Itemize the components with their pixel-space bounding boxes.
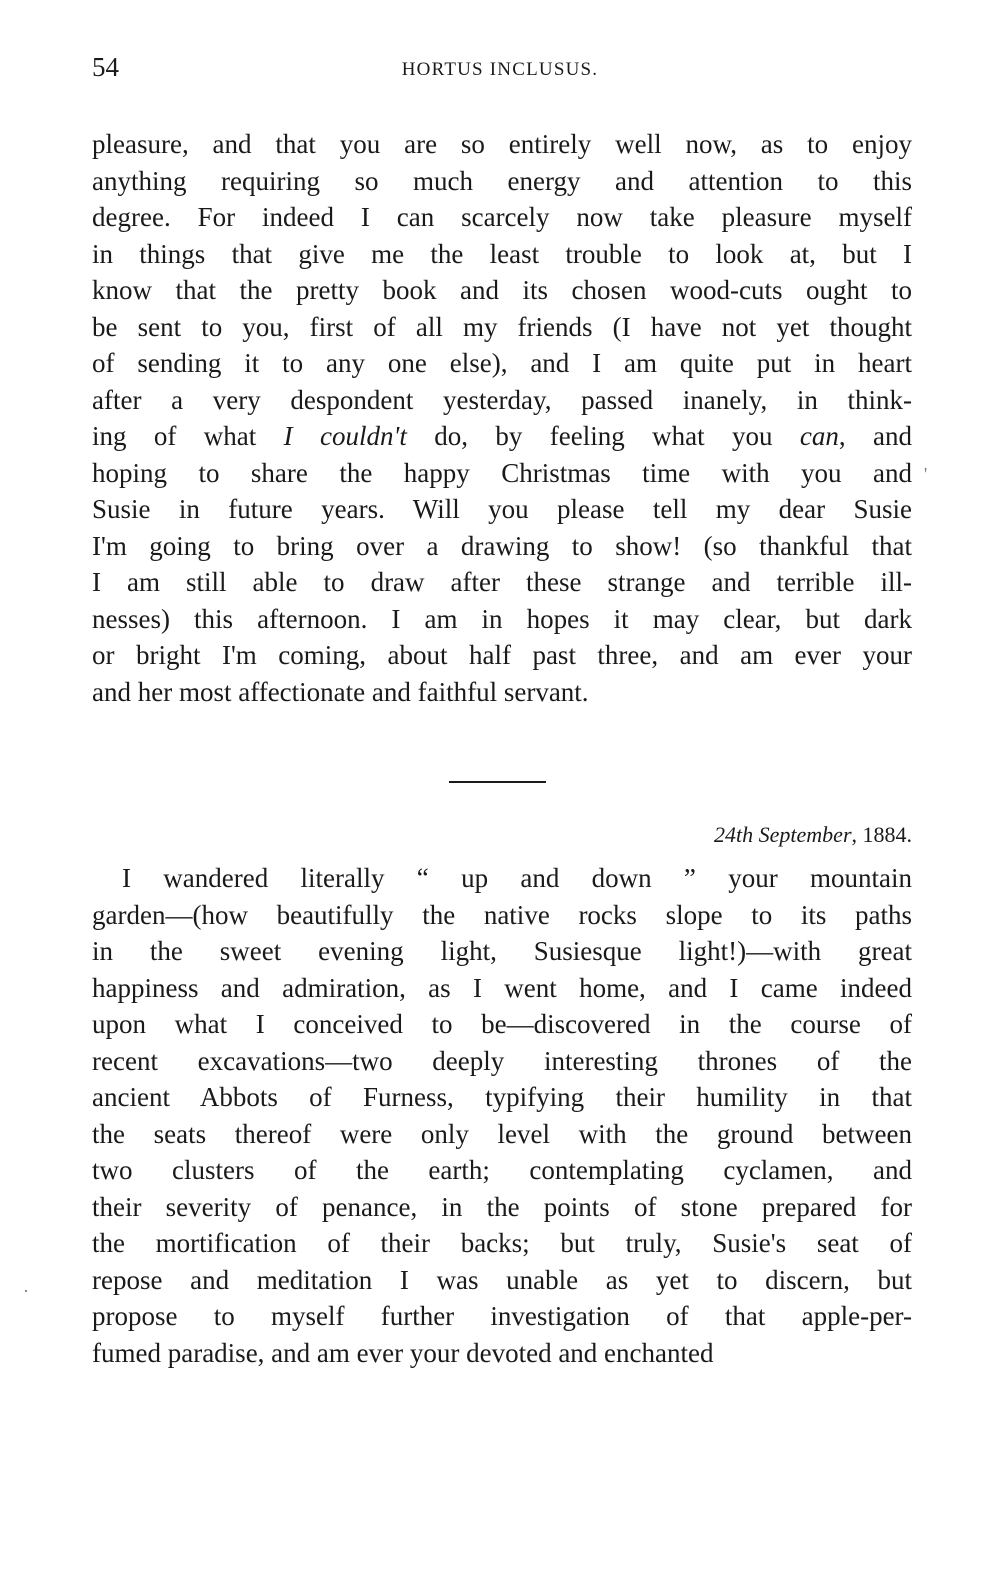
date-year: , 1884.	[851, 822, 912, 847]
text-line: their severity of penance, in the points of stone prepared for	[92, 1191, 912, 1222]
text-line: anything requiring so much energy and attention to this	[92, 165, 912, 196]
section-divider	[449, 781, 546, 783]
italic-text: can	[799, 421, 839, 451]
text-line: Susie in future years. Will you please tell my dear Susie	[92, 494, 912, 524]
text-line: happiness and admiration, as I went home, and I came indeed	[92, 972, 912, 1003]
text-line: recent excavations—two deeply interesting thrones of the	[92, 1045, 912, 1076]
text-line: of sending it to any one else), and I am quite put in heart	[92, 348, 912, 378]
text-line: I'm going to bring over a drawing to show! (so thankful that	[92, 530, 912, 561]
date-day: 24th September	[714, 822, 852, 847]
text-line: upon what I conceived to be—discovered in the course of	[92, 1009, 912, 1039]
text-line: degree. For indeed I can scarcely now take pleasure myself	[92, 202, 912, 232]
text-line: propose to myself further investigation of that apple-per-	[92, 1301, 912, 1331]
letter-date	[714, 820, 912, 850]
page-number: 54	[92, 52, 119, 82]
text-line: pleasure, and that you are so entirely well now, as to enjoy	[92, 129, 912, 159]
text-segment: do, by feeling what you	[406, 421, 800, 451]
text-line: after a very despondent yesterday, passed inanely, in think-	[92, 384, 912, 415]
running-title: HORTUS INCLUSUS.	[401, 59, 599, 80]
letter-one-paragraph	[92, 126, 912, 710]
margin-mark: '	[924, 464, 928, 484]
text-line: the mortification of their backs; but truly, Susie's seat of	[92, 1228, 912, 1258]
letter-two-paragraph	[92, 860, 912, 1371]
text-line: in things that give me the least trouble to look at, but I	[92, 238, 912, 269]
text-line: be sent to you, first of all my friends (I have not yet thought	[92, 311, 912, 342]
text-line: repose and meditation I was unable as yet to discern, but	[92, 1264, 912, 1295]
text-line: the seats thereof were only level with the ground between	[92, 1118, 912, 1149]
text-line-with-italics	[92, 418, 912, 455]
scan-speck	[25, 1290, 27, 1292]
text-line: and her most affectionate and faithful servant.	[92, 676, 589, 707]
text-line: ancient Abbots of Furness, typifying their humility in that	[92, 1082, 912, 1112]
text-line: two clusters of the earth; contemplating cyclamen, and	[92, 1155, 912, 1185]
text-line: I am still able to draw after these strange and terrible ill-	[92, 567, 912, 597]
text-line: or bright I'm coming, about half past three, and am ever your	[92, 640, 912, 670]
text-line: garden—(how beautifully the native rocks slope to its paths	[92, 899, 912, 930]
text-line: nesses) this afternoon. I am in hopes it may clear, but dark	[92, 603, 912, 634]
text-segment: , and	[838, 421, 913, 451]
italic-text: I couldn't	[283, 421, 407, 451]
text-line: hoping to share the happy Christmas time with you and	[92, 457, 912, 488]
text-line: fumed paradise, and am ever your devoted and enchanted	[92, 1337, 714, 1368]
text-segment: ing of what	[92, 421, 284, 451]
text-line: know that the pretty book and its chosen wood-cuts ought to	[92, 275, 912, 305]
text-line: in the sweet evening light, Susiesque light!)—with great	[92, 936, 912, 966]
text-line: I wandered literally “ up and down ” your mountain	[122, 863, 912, 893]
